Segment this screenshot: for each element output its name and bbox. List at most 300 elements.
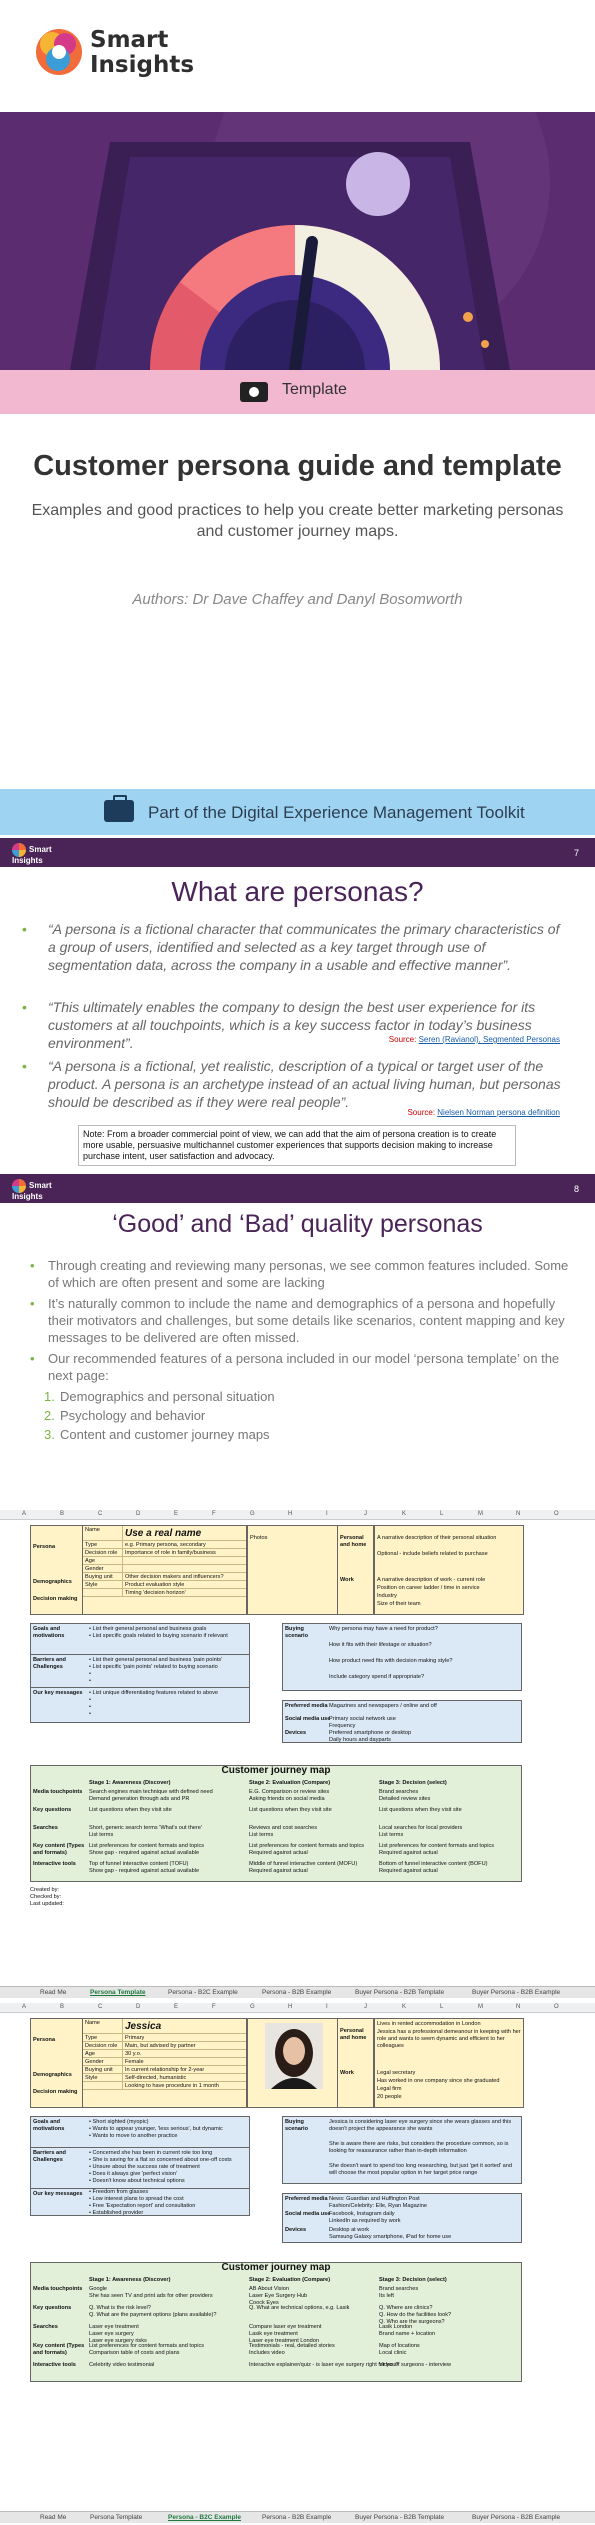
buying-label: Buying scenario — [285, 1626, 309, 1639]
personal-labels — [337, 2018, 374, 2108]
journey-cell[interactable]: Map of locations Local clinic — [379, 2343, 420, 2356]
personal-label: Personal and home — [340, 2028, 367, 2041]
table-row — [83, 2074, 246, 2082]
work-text: Position on career ladder / time in service — [377, 1585, 480, 1591]
column-headers — [0, 2003, 595, 2013]
logo-line1: Smart — [90, 27, 169, 53]
work-label: Work — [340, 1577, 354, 1583]
journey-cell[interactable]: Lasik London Brand name + location — [379, 2324, 436, 2337]
work-text: 20 people — [377, 2094, 402, 2100]
social-text-2: Frequency — [329, 1723, 356, 1729]
field-value[interactable]: Product evaluation style — [125, 1582, 185, 1588]
field-label: Decision role — [83, 1549, 123, 1556]
social-text: Primary social network use — [329, 1716, 396, 1722]
source-link[interactable]: Nielsen Norman persona definition — [437, 1108, 560, 1117]
buying-text: How product need fits with decision making style? — [329, 1658, 453, 1664]
bullet-icon: • — [30, 1296, 35, 1311]
numbered-item — [30, 1407, 570, 1424]
column-header[interactable]: N — [516, 1511, 521, 1517]
persona-label: Persona — [33, 2037, 56, 2043]
journey-cell[interactable]: Short, generic search terms 'What's out there' List terms — [89, 1825, 202, 1838]
journey-map-title: Customer journey map — [221, 2262, 331, 2273]
photos-label: Photos — [250, 1535, 268, 1541]
avatar-photo — [265, 2023, 323, 2089]
field-label — [83, 1589, 123, 1596]
social-label: Social media use — [285, 1716, 331, 1722]
sheet-tab[interactable]: Read Me — [40, 1989, 67, 1996]
last-updated: Last updated: — [30, 1901, 64, 1907]
name-label: Name — [83, 2019, 123, 2033]
bullet-icon: • — [22, 999, 27, 1015]
column-header[interactable]: E — [174, 1511, 179, 1517]
field-value[interactable]: Looking to have procedure in 1 month — [125, 2083, 219, 2089]
work-text: Legal secretary — [377, 2070, 416, 2076]
personal-text: Lives in rented accommodation in London — [377, 2021, 481, 2027]
column-header[interactable]: M — [478, 2004, 483, 2010]
slide-header-7 — [0, 838, 595, 867]
photo-box — [247, 1525, 339, 1615]
quote-text: “This ultimately enables the company to design the best user experience for its customers at all touchpoints, which is a key success factor in today’s business environment”. — [48, 999, 536, 1051]
field-value[interactable]: Main, but advised by partner — [125, 2043, 196, 2049]
goals-label: Goals and motivations — [33, 2119, 65, 2132]
goal-text: List specific goals related to buying scenario if relevant — [92, 1633, 228, 1639]
buying-label: Buying scenario — [285, 2119, 309, 2132]
sheet-tab[interactable]: Buyer Persona - B2B Example — [472, 2514, 561, 2521]
column-header[interactable]: F — [212, 1511, 216, 1517]
devices-label: Devices — [285, 2227, 307, 2233]
field-value[interactable]: Importance of role in family/business — [125, 1550, 216, 1556]
buying-text: She doesn't want to spend too long researching, but just 'get it sorted' and will choose the most popular option in her target price range — [329, 2163, 512, 2176]
quote-3 — [22, 1057, 567, 1111]
journey-cell[interactable]: Brand searches Detailed review sites — [379, 1789, 431, 1802]
column-header[interactable]: H — [288, 2004, 293, 2010]
goals-box — [30, 1623, 250, 1723]
message-text: Established provider — [92, 2210, 144, 2216]
message-text: Free 'Expectation report' and consultation — [92, 2203, 196, 2209]
social-text: Facebook, Instagram daily — [329, 2211, 395, 2217]
column-headers — [0, 1510, 595, 1520]
bullet-icon: • — [30, 1258, 35, 1273]
journey-row-label: Key content (Types and formats) — [33, 2343, 85, 2356]
slide-title: ‘Good’ and ‘Bad’ quality personas — [112, 1210, 483, 1238]
table-row — [83, 2019, 246, 2034]
journey-cell[interactable]: Video of surgeons - interview — [379, 2362, 452, 2368]
goal-text: Wants to appear younger, 'less serious', but dynamic — [92, 2126, 223, 2132]
cover-title: Customer persona guide and template — [33, 450, 562, 482]
work-text: A narrative description of work - current role — [377, 1577, 486, 1583]
goals-list: • Short sighted (myopic) • Wants to appear younger, 'less serious', but dynamic • Wants to move to another practice — [89, 2119, 223, 2139]
field-value[interactable]: Self-directed, humanistic — [125, 2075, 187, 2081]
barrier-text: List their general personal and business 'pain points' — [92, 1657, 223, 1663]
quote-text: “A persona is a fictional, yet realistic, description of a typical or target user of the product. A persona is an archetype instead of an actual living human, but personas should be described as if they were real people”. — [48, 1058, 561, 1110]
journey-cell[interactable]: Google She has seen TV and print ads for other providers — [89, 2286, 213, 2299]
slide-logo-7 — [12, 843, 52, 865]
table-row — [83, 2050, 246, 2058]
logo-wordmark — [90, 28, 194, 78]
personal-label: Personal and home — [340, 1535, 367, 1548]
field-value[interactable]: Timing 'decision horizon' — [125, 1590, 186, 1596]
column-header[interactable]: M — [478, 1511, 483, 1517]
buying-text: Include category spend if appropriate? — [329, 1674, 425, 1680]
barrier-text: Doesn't know about technical options — [92, 2178, 185, 2184]
work-text: Industry — [377, 1593, 397, 1599]
sheet-tab[interactable]: Buyer Persona - B2B Template — [355, 2514, 445, 2521]
decision-label: Decision making — [33, 1596, 78, 1602]
persona-label: Persona — [33, 1544, 56, 1550]
journey-cell[interactable]: Interactive explainer/quiz - is laser eye surgery right for you? — [249, 2362, 399, 2368]
personal-box — [374, 1525, 524, 1615]
persona-fields — [82, 1525, 247, 1615]
toolkit-label[interactable]: Part of the Digital Experience Management Toolkit — [148, 803, 525, 822]
field-label: Gender — [83, 2058, 123, 2065]
journey-cell[interactable]: Testimonials - real, detailed stories Includes video — [249, 2343, 335, 2356]
slide-title: What are personas? — [171, 876, 424, 907]
field-label: Type — [83, 1541, 123, 1548]
table-row — [83, 1557, 246, 1565]
column-header[interactable]: N — [516, 2004, 521, 2010]
buying-text: How it fits with their lifestage or situation? — [329, 1642, 432, 1648]
column-header[interactable]: H — [288, 1511, 293, 1517]
table-row — [83, 2082, 246, 2090]
journey-cell[interactable]: E.G. Comparison or review sites Asking friends on social media — [249, 1789, 330, 1802]
persona-label-col — [30, 2018, 82, 2108]
list-item-text: It’s naturally common to include the name and demographics of a persona and hopefully their motivators and challenges, but some details like scenarios, content mapping and key messages to be delivered are often missed. — [48, 1296, 565, 1345]
journey-cell[interactable]: List preferences for content formats and topics Show gap - required against actual available — [89, 1843, 205, 1856]
journey-row-label: Key content (Types and formats) — [33, 1843, 85, 1856]
stage-2-label: Stage 2: Evaluation (Compare) — [249, 1780, 331, 1786]
bullet-icon: • — [22, 1058, 27, 1074]
personal-labels — [337, 1525, 374, 1615]
journey-map — [30, 1765, 522, 1882]
column-header[interactable]: G — [250, 1511, 255, 1517]
field-value[interactable]: In current relationship for 2-year — [125, 2067, 205, 2073]
stage-1-label: Stage 1: Awareness (Discover) — [89, 2277, 171, 2283]
footer-meta — [30, 1887, 64, 1908]
messages-label: Our key messages — [33, 2191, 83, 2197]
slide-header-8 — [0, 1174, 595, 1203]
name-value[interactable]: Use a real name — [125, 1528, 202, 1539]
column-header[interactable]: O — [554, 1511, 559, 1517]
list-item — [30, 1257, 570, 1291]
source-prefix: Source: — [407, 1108, 438, 1117]
buying-box — [282, 2116, 522, 2184]
numbered-item — [30, 1426, 570, 1443]
list-item-text: Through creating and reviewing many personas, we see common features included. Some of which are often present and some are lacking — [48, 1258, 569, 1290]
source-2 — [300, 1108, 560, 1117]
column-header[interactable]: L — [440, 2004, 444, 2010]
goal-text: List their general personal and business goals — [92, 1626, 207, 1632]
field-label: Style — [83, 1581, 123, 1588]
sheet-tab[interactable]: Persona - B2B Example — [262, 2514, 332, 2521]
field-label: Age — [83, 1557, 123, 1564]
social-text-2: LinkedIn as required by work — [329, 2218, 401, 2224]
messages-list: • List unique differentiating features related to above • • • — [89, 1690, 219, 1717]
field-value[interactable] — [123, 1565, 125, 1572]
barrier-text: List specific 'pain points' related to buying scenario — [92, 1664, 218, 1670]
column-header[interactable]: A — [22, 1511, 27, 1517]
journey-cell[interactable]: Top of funnel interactive content (TOFU) Show gap - required against actual available — [89, 1861, 200, 1874]
slide-logo-text: Smart Insights — [12, 845, 52, 865]
buying-text: Why persona may have a need for product? — [329, 1626, 438, 1632]
column-header[interactable]: I — [326, 1511, 328, 1517]
field-label: Style — [83, 2074, 123, 2081]
journey-row-label: Media touchpoints — [33, 2286, 83, 2292]
slide8-bullets — [30, 1257, 570, 1445]
bullet-icon: • — [30, 1351, 35, 1366]
media-label: Preferred media — [285, 2196, 328, 2202]
table-row — [83, 2066, 246, 2074]
devices-text: Preferred smartphone or desktop — [329, 1730, 412, 1736]
table-row — [83, 2058, 246, 2066]
journey-cell[interactable]: AB About Vision Laser Eye Surgery Hub Coock Eyes — [249, 2286, 308, 2306]
column-header[interactable]: D — [136, 1511, 141, 1517]
column-header[interactable]: D — [136, 2004, 141, 2010]
slide-logo-8 — [12, 1179, 52, 1201]
table-row — [83, 1573, 246, 1581]
journey-cell[interactable]: Celebrity video testimonial — [89, 2362, 155, 2368]
barrier-text: Unsure about the success rate of treatment — [92, 2164, 200, 2170]
personal-text-2: Jessica has a professional demeanour in keeping with her role and wants to seem dynamic and efficient to her colleagues — [377, 2029, 521, 2049]
numbered-item-text: Demographics and personal situation — [60, 1389, 275, 1404]
media-box — [282, 1700, 522, 1743]
media-text-2: Fashion/Celebrity: Elle, Ryan Magazine — [329, 2203, 427, 2209]
template-badge-label: Template — [282, 381, 347, 398]
table-row — [83, 1541, 246, 1549]
field-label: Buying unit — [83, 1573, 123, 1580]
journey-row-label: Key questions — [33, 1807, 72, 1813]
goals-list: • List their general personal and business goals • List specific goals related to buying scenario if relevant — [89, 1626, 228, 1639]
column-header[interactable]: K — [402, 1511, 407, 1517]
persona-fields — [82, 2018, 247, 2108]
stage-1-label: Stage 1: Awareness (Discover) — [89, 1780, 171, 1786]
personal-text-2: Optional - include beliefs related to purchase — [377, 1551, 488, 1557]
goal-text: Short sighted (myopic) — [92, 2119, 149, 2125]
list-item — [30, 1295, 570, 1346]
sheet-tab[interactable]: Read Me — [40, 2514, 67, 2521]
journey-cell[interactable]: List questions when they visit site — [379, 1807, 462, 1813]
media-label: Preferred media — [285, 1703, 328, 1709]
journey-cell[interactable]: Q. Where are clinics? Q. How do the facilities look? Q. Who are the surgeons? — [379, 2305, 452, 2325]
journey-cell[interactable]: Local searches for local providers List terms — [379, 1825, 463, 1838]
note-box: Note: From a broader commercial point of view, we can add that the aim of persona creation is to create more usable, persuasive multichannel customer experiences that supports decision making to increase purchase intent, user satisfaction and advocacy. — [78, 1125, 516, 1166]
media-box — [282, 2193, 522, 2243]
journey-cell[interactable]: List questions when they visit site — [249, 1807, 332, 1813]
list-item-text: Our recommended features of a persona included in our model ‘persona template’ on the next page: — [48, 1351, 560, 1383]
journey-row-label: Key questions — [33, 2305, 72, 2311]
journey-cell[interactable]: List preferences for content formats and topics Required against actual — [249, 1843, 365, 1856]
goal-text: Wants to move to another practice — [92, 2133, 178, 2139]
journey-cell[interactable]: List preferences for content formats and topics Comparison table of costs and plans — [89, 2343, 205, 2356]
column-header[interactable]: B — [60, 2004, 65, 2010]
slide-logo-text: Smart Insights — [12, 1181, 52, 1201]
numbered-item — [30, 1388, 570, 1405]
journey-cell[interactable]: Search engines main technique with defined need Demand generation through ads and PR — [89, 1789, 213, 1802]
field-value[interactable]: 30 y.o. — [125, 2051, 142, 2057]
decision-label: Decision making — [33, 2089, 78, 2095]
messages-label: Our key messages — [33, 1690, 83, 1696]
buying-text: Jessica is considering laser eye surgery since she wears glasses and this doesn't project the appearance she wants — [329, 2119, 512, 2132]
avatar — [265, 2023, 323, 2089]
sheet-tab[interactable]: Persona - B2C Example — [168, 2514, 241, 2521]
numbered-item-text: Psychology and behavior — [60, 1408, 206, 1423]
source-prefix: Source: — [388, 1035, 419, 1044]
buying-box — [282, 1623, 522, 1691]
row-divider — [31, 1654, 249, 1655]
slide-number: 7 — [573, 848, 579, 858]
journey-cell[interactable]: Middle of funnel interactive content (MOFU) Required against actual — [249, 1861, 358, 1874]
row-divider — [31, 1687, 249, 1688]
barrier-text: Does it always give 'perfect vision' — [92, 2171, 178, 2177]
column-header[interactable]: J — [364, 1511, 367, 1517]
media-text: Magazines and newspapers / online and off — [329, 1703, 437, 1709]
sheet-tab[interactable]: Buyer Persona - B2B Example — [472, 1989, 561, 1996]
sheet-tab[interactable]: Buyer Persona - B2B Template — [355, 1989, 445, 1996]
social-label: Social media use — [285, 2211, 331, 2217]
journey-cell[interactable]: Laser eye treatment Laser eye surgery Laser eye surgery risks — [89, 2324, 147, 2344]
briefcase-icon — [104, 800, 134, 822]
source-link[interactable]: Seren (Ravianol), Segmented Personas — [418, 1035, 560, 1044]
sheet-tab[interactable]: Persona - B2B Example — [262, 1989, 332, 1996]
quote-1 — [22, 920, 567, 974]
column-header[interactable]: C — [98, 1511, 103, 1517]
journey-cell[interactable]: List questions when they visit site — [89, 1807, 172, 1813]
sheet-tabs-2 — [0, 2511, 595, 2523]
table-row — [83, 1581, 246, 1589]
column-header[interactable]: K — [402, 2004, 407, 2010]
field-value[interactable]: e.g. Primary persona, secondary — [125, 1542, 206, 1548]
messages-list: • Freedom from glasses • Low interest plans to spread the cost • Free 'Expectation report' and consultation • Established provider — [89, 2189, 196, 2216]
persona-label-col — [30, 1525, 82, 1615]
table-row — [83, 1526, 246, 1541]
column-header[interactable]: J — [364, 2004, 367, 2010]
table-row — [83, 1589, 246, 1597]
journey-cell[interactable]: Q. What are technical options, e.g. Lasik — [249, 2305, 350, 2311]
journey-cell[interactable]: Reviews and cost searches List terms — [249, 1825, 318, 1838]
sheet-tab[interactable]: Persona Template — [90, 2514, 143, 2521]
buying-text: She is aware there are risks, but considers the procedure common, so is looking for reassurance rather than in-depth information — [329, 2141, 509, 2154]
column-header[interactable]: I — [326, 2004, 328, 2010]
camera-icon — [240, 382, 268, 402]
numbered-item-text: Content and customer journey maps — [60, 1427, 270, 1442]
personal-text: A narrative description of their personal situation — [377, 1535, 497, 1541]
demographics-label: Demographics — [33, 1579, 72, 1585]
column-header[interactable]: B — [60, 1511, 65, 1517]
list-item — [30, 1350, 570, 1384]
sheet-tab[interactable]: Persona Template — [90, 1989, 146, 1996]
message-text: Low interest plans to spread the cost — [92, 2196, 184, 2202]
number-marker: 1. — [44, 1389, 55, 1404]
table-row — [83, 2034, 246, 2042]
journey-row-label: Media touchpoints — [33, 1789, 83, 1795]
field-label: Age — [83, 2050, 123, 2057]
journey-map — [30, 2262, 522, 2382]
journey-cell[interactable]: Compare laser eye treatment Lasik eye treatment Laser eye treatment London — [249, 2324, 322, 2344]
personal-box — [374, 2018, 524, 2108]
devices-label: Devices — [285, 1730, 307, 1736]
journey-row-label: Interactive tools — [33, 1861, 76, 1867]
field-label — [83, 2082, 123, 2089]
column-header[interactable]: L — [440, 1511, 444, 1517]
stage-2-label: Stage 2: Evaluation (Compare) — [249, 2277, 331, 2283]
field-label: Buying unit — [83, 2066, 123, 2073]
number-marker: 2. — [44, 1408, 55, 1423]
journey-row-label: Interactive tools — [33, 2362, 76, 2368]
checked-by: Checked by: — [30, 1894, 62, 1900]
stage-3-label: Stage 3: Decision (select) — [379, 1780, 447, 1786]
logo-dots-icon — [12, 843, 26, 857]
barriers-list: • Concerned she has been in current role too long • She is saving for a flat so concerned about one-off costs • Unsure about the success rate of treatment • Does it always give 'perfect vision' • Doesn't know about technical options — [89, 2150, 232, 2184]
devices-text-2: Daily hours and dayparts — [329, 1737, 391, 1743]
table-row — [83, 1549, 246, 1557]
journey-cell[interactable]: List preferences for content formats and topics Required against actual — [379, 1843, 495, 1856]
column-header[interactable]: O — [554, 2004, 559, 2010]
field-value[interactable]: Primary — [125, 2035, 145, 2041]
work-text: Size of their team — [377, 1601, 421, 1607]
number-marker: 3. — [44, 1427, 55, 1442]
field-label: Type — [83, 2034, 123, 2041]
demographics-label: Demographics — [33, 2072, 72, 2078]
media-text: News: Guardian and Huffington Post — [329, 2196, 420, 2202]
row-divider — [31, 2147, 249, 2148]
field-value[interactable]: Other decision makers and influencers? — [125, 1574, 224, 1580]
created-by: Created by: — [30, 1887, 59, 1893]
goals-box — [30, 2116, 250, 2216]
name-label: Name — [83, 1526, 123, 1540]
cover-authors: Authors: Dr Dave Chaffey and Danyl Bosomworth — [132, 591, 463, 608]
message-text: Freedom from glasses — [92, 2189, 149, 2195]
journey-cell[interactable]: Bottom of funnel interactive content (BOFU) Required against actual — [379, 1861, 488, 1874]
name-value[interactable]: Jessica — [125, 2021, 162, 2032]
hero-illustration — [0, 112, 595, 370]
journey-cell[interactable]: Brand searches Its left — [379, 2286, 419, 2299]
sheet-tab[interactable]: Persona - B2C Example — [168, 1989, 238, 1996]
table-row — [83, 2042, 246, 2050]
table-row — [83, 1565, 246, 1573]
barriers-list: • List their general personal and business 'pain points' • List specific 'pain points' related to buying scenario • • — [89, 1657, 223, 1684]
logo-dots-icon — [12, 1179, 26, 1193]
logo-line2: Insights — [90, 52, 195, 78]
devices-text-2: Samsung Galaxy smartphone, iPad for home use — [329, 2234, 452, 2240]
field-value[interactable]: Female — [125, 2059, 144, 2065]
field-value[interactable] — [123, 1557, 125, 1564]
barrier-text: Concerned she has been in current role too long — [92, 2150, 213, 2156]
barriers-label: Barriers and Challenges — [33, 2150, 66, 2163]
journey-row-label: Searches — [33, 2324, 58, 2330]
source-1 — [300, 1035, 560, 1044]
work-text: Has worked in one company since she graduated — [377, 2078, 500, 2084]
message-text: List unique differentiating features related to above — [92, 1690, 219, 1696]
journey-row-label: Searches — [33, 1825, 58, 1831]
work-label: Work — [340, 2070, 354, 2076]
column-header[interactable]: A — [22, 2004, 27, 2010]
journey-map-title: Customer journey map — [221, 1765, 331, 1776]
devices-text: Desktop at work — [329, 2227, 370, 2233]
column-header[interactable]: G — [250, 2004, 255, 2010]
field-label: Decision role — [83, 2042, 123, 2049]
slide-number: 8 — [573, 1184, 579, 1194]
quote-text: “A persona is a fictional character that communicates the primary characteristics of a group of users, identified and selected as a key target through use of segmentation data, across the company in a usable and effective manner”. — [48, 921, 560, 973]
journey-cell[interactable]: Q. What is the risk level? Q. What are the payment options (plans available)? — [89, 2305, 217, 2318]
field-label: Gender — [83, 1565, 123, 1572]
column-header[interactable]: C — [98, 2004, 103, 2010]
smart-insights-logo-icon — [34, 22, 84, 82]
stage-3-label: Stage 3: Decision (select) — [379, 2277, 447, 2283]
goals-label: Goals and motivations — [33, 1626, 65, 1639]
column-header[interactable]: E — [174, 2004, 179, 2010]
work-text: Legal firm — [377, 2086, 402, 2092]
column-header[interactable]: F — [212, 2004, 216, 2010]
barrier-text: She is saving for a flat so concerned about one-off costs — [92, 2157, 232, 2163]
